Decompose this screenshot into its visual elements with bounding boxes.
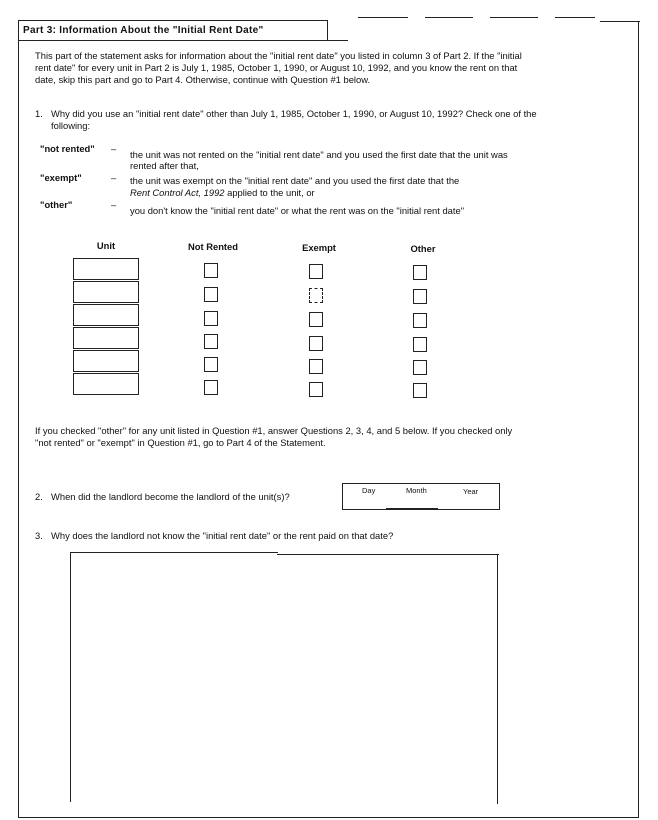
q3-text: Why does the landlord not know the "initial rent date" or the rent paid on that date? [51,530,394,541]
checkbox-other-2[interactable] [413,289,427,304]
frame-top-dash-4 [555,17,595,18]
checkbox-not-rented-5[interactable] [204,357,218,372]
frame-top-left [18,20,328,21]
unit-cell-5[interactable] [73,350,139,372]
checkbox-exempt-5[interactable] [309,359,323,374]
checkbox-other-3[interactable] [413,313,427,328]
checkbox-other-1[interactable] [413,265,427,280]
unit-cell-1[interactable] [73,258,139,280]
unit-cell-6[interactable] [73,373,139,395]
date-label-year: Year [463,487,479,496]
checkbox-not-rented-1[interactable] [204,263,218,278]
intro-line-1: This part of the statement asks for information about the "initial rent date" you listed in column 3 of Part 2. If the "initial [35,50,522,61]
rent-control-act-title: Rent Control Act, 1992 [130,187,225,198]
q2-number: 2. [35,491,43,502]
checkbox-exempt-1[interactable] [309,264,323,279]
checkbox-other-5[interactable] [413,360,427,375]
checkbox-exempt-2[interactable] [309,288,323,303]
q1-line-2: following: [51,120,91,131]
frame-top-dash-2 [425,17,473,18]
note-line-1: If you checked "other" for any unit listed in Question #1, answer Questions 2, 3, 4, and 5 below. If you checked only [35,425,513,436]
def-term-other: "other" [40,199,73,210]
def-dash-exempt: – [111,172,117,183]
title-underline [18,40,348,41]
unit-cell-3[interactable] [73,304,139,326]
frame-left [18,20,19,818]
def-text-exempt-2 [130,187,315,199]
col-header-other: Other [410,243,436,254]
q3-answer-right [497,554,498,804]
q2-text: When did the landlord become the landlord of the unit(s)? [51,491,290,502]
frame-top-dash-3 [490,17,538,18]
unit-cell-4[interactable] [73,327,139,349]
def-text-exempt-2-suffix: applied to the unit, or [224,187,315,198]
frame-right [638,21,639,818]
def-text-not-rented-2: rented after that, [130,160,199,171]
date-label-day: Day [362,486,376,495]
checkbox-exempt-6[interactable] [309,382,323,397]
frame-top-dash-5 [600,21,640,22]
title-divider [327,20,328,41]
part-title: Part 3: Information About the "Initial Rent Date" [23,25,264,36]
q3-number: 3. [35,530,43,541]
checkbox-exempt-4[interactable] [309,336,323,351]
def-dash-not-rented: – [111,143,117,154]
date-label-month: Month [406,486,427,495]
def-term-not-rented: "not rented" [40,143,95,154]
checkbox-not-rented-2[interactable] [204,287,218,302]
col-header-not-rented: Not Rented [188,241,238,252]
date-box-divider [386,508,438,509]
def-text-not-rented-1: the unit was not rented on the "initial rent date" and you used the first date that the unit was [130,149,508,160]
def-dash-other: – [111,199,117,210]
checkbox-other-4[interactable] [413,337,427,352]
checkbox-other-6[interactable] [413,383,427,398]
checkbox-not-rented-6[interactable] [204,380,218,395]
q1-number: 1. [35,108,43,119]
checkbox-exempt-3[interactable] [309,312,323,327]
checkbox-not-rented-4[interactable] [204,334,218,349]
intro-line-2: rent date" for every unit in Part 2 is July 1, 1985, October 1, 1990, or August 10, 1992, and you know the rent on that [35,62,518,73]
checkbox-not-rented-3[interactable] [204,311,218,326]
def-term-exempt: "exempt" [40,172,82,183]
note-line-2: "not rented" or "exempt" in Question #1, go to Part 4 of the Statement. [35,437,326,448]
intro-line-3: date, skip this part and go to Part 4. Otherwise, continue with Question #1 below. [35,74,371,85]
col-header-exempt: Exempt [302,242,336,253]
frame-top-dash-1 [358,17,408,18]
q1-line-1: Why did you use an "initial rent date" other than July 1, 1985, October 1, 1990, or August 10, 1992? Check one of the [51,108,537,119]
q3-answer-top-1 [70,552,278,553]
def-text-other-1: you don't know the "initial rent date" or what the rent was on the "initial rent date" [130,205,465,216]
col-header-unit: Unit [96,240,116,251]
q3-answer-area[interactable] [72,556,496,802]
frame-bottom [18,817,639,818]
def-text-exempt-1: the unit was exempt on the "initial rent date" and you used the first date that the [130,175,460,186]
unit-cell-2[interactable] [73,281,139,303]
